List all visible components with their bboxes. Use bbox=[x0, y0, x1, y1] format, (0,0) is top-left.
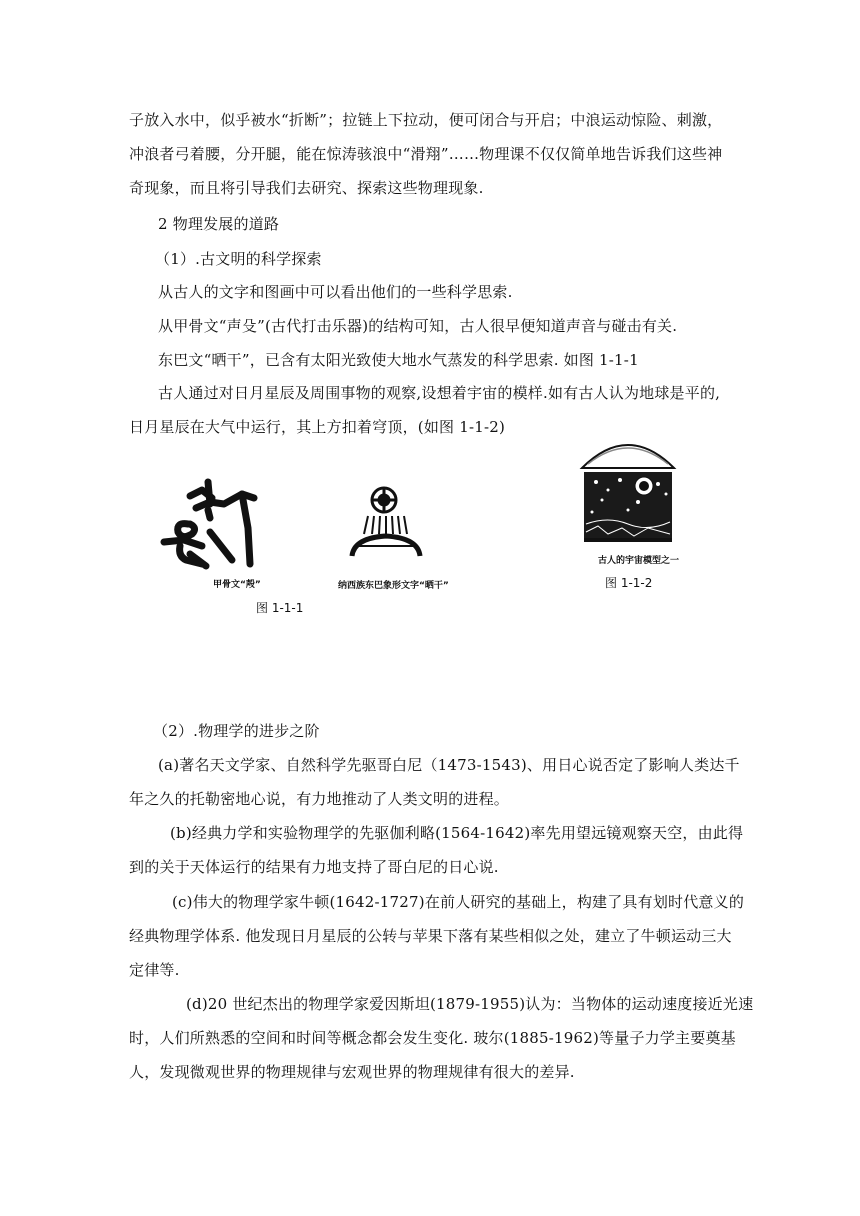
cosmos-model-image bbox=[578, 438, 678, 550]
paragraph-line: 东巴文“晒干”，已含有太阳光致使大地水气蒸发的科学思索. 如图 1-1-1 bbox=[158, 351, 639, 369]
figure-label: 图 1-1-2 bbox=[605, 576, 653, 590]
section-heading: 2 物理发展的道路 bbox=[158, 215, 280, 233]
paragraph-line: 古人通过对日月星辰及周围事物的观察,设想着宇宙的模样.如有古人认为地球是平的, bbox=[158, 384, 721, 402]
paragraph-line: 日月星辰在大气中运行，其上方扣着穹顶，(如图 1-1-2) bbox=[129, 418, 506, 436]
paragraph-line: (a)著名天文学家、自然科学先驱哥白尼（1473-1543)、用日心说否定了影响人类达千 bbox=[158, 756, 740, 774]
paragraph-line: 人，发现微观世界的物理规律与宏观世界的物理规律有很大的差异. bbox=[129, 1063, 575, 1081]
paragraph-line: 经典物理学体系. 他发现日月星辰的公转与苹果下落有某些相似之处，建立了牛顿运动三大 bbox=[129, 927, 732, 945]
oracle-bone-character-image bbox=[150, 468, 280, 576]
paragraph-line: (c)伟大的物理学家牛顿(1642-1727)在前人研究的基础上，构建了具有划时代意义的 bbox=[172, 893, 745, 911]
dongba-character-image bbox=[346, 486, 436, 562]
paragraph-line: 奇现象，而且将引导我们去研究、探索这些物理现象. bbox=[129, 179, 484, 197]
oracle-figure-caption: 甲骨文“殸” bbox=[213, 580, 261, 590]
paragraph-line: 冲浪者弓着腰，分开腿，能在惊涛骇浪中“滑翔”……物理课不仅仅简单地告诉我们这些神 bbox=[129, 145, 723, 163]
paragraph-line: 时，人们所熟悉的空间和时间等概念都会发生变化. 玻尔(1885-1962)等量子力学主要奠基 bbox=[129, 1029, 736, 1047]
paragraph-line: (d)20 世纪杰出的物理学家爱因斯坦(1879-1955)认为：当物体的运动速度接近光速 bbox=[186, 995, 754, 1013]
subsection-heading: （1）.古文明的科学探索 bbox=[155, 250, 322, 268]
paragraph-line: 定律等. bbox=[129, 961, 180, 979]
paragraph-line: 到的关于天体运行的结果有力地支持了哥白尼的日心说. bbox=[129, 858, 499, 876]
paragraph-line: (b)经典力学和实验物理学的先驱伽利略(1564-1642)率先用望远镜观察天空，由此得 bbox=[170, 824, 744, 842]
figure-label: 图 1-1-1 bbox=[256, 601, 304, 615]
paragraph-line: 子放入水中，似乎被水“折断”；拉链上下拉动，便可闭合与开启；中浪运动惊险、刺激， bbox=[129, 111, 723, 129]
cosmos-figure-caption: 古人的宇宙模型之一 bbox=[598, 556, 680, 566]
paragraph-line: 从古人的文字和图画中可以看出他们的一些科学思索. bbox=[158, 283, 513, 301]
paragraph-line: 年之久的托勒密地心说，有力地推动了人类文明的进程。 bbox=[129, 790, 510, 808]
dongba-figure-caption: 纳西族东巴象形文字“晒干” bbox=[338, 581, 449, 591]
paragraph-line: 从甲骨文“声殳”(古代打击乐器)的结构可知，古人很早便知道声音与碰击有关. bbox=[158, 317, 678, 335]
subsection-heading: （2）.物理学的进步之阶 bbox=[153, 722, 320, 740]
